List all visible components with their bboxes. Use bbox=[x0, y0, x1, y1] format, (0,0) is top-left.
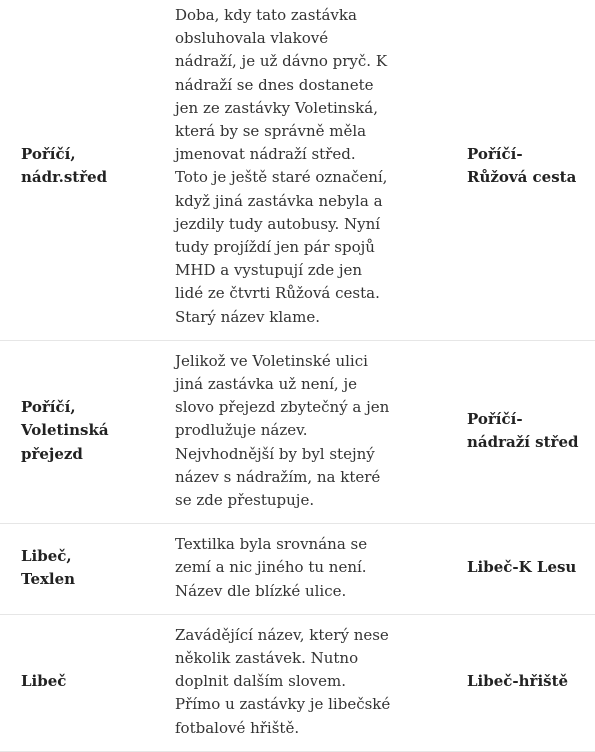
reason-line: Starý název klame. bbox=[175, 307, 320, 326]
new-stop-name-line: Růžová cesta bbox=[467, 168, 577, 187]
reason-line: doplnit dalším slovem. bbox=[175, 672, 346, 691]
old-stop-name-line: Libeč bbox=[21, 672, 67, 691]
new-stop-name bbox=[427, 340, 595, 523]
reason-line: MHD a vystupují zde jen bbox=[175, 261, 363, 280]
reason-line: jmenovat nádraží střed. bbox=[175, 145, 356, 164]
reason-line: zemí a nic jiného tu není. bbox=[175, 558, 367, 577]
new-stop-name bbox=[427, 0, 595, 340]
old-stop-name-line: Texlen bbox=[21, 570, 76, 589]
reason-line: jezdily tudy autobusy. Nyní bbox=[175, 214, 381, 233]
old-stop-name-line: nádr.střed bbox=[21, 168, 108, 187]
reason-line: Textilka byla srovnána se bbox=[175, 535, 368, 554]
new-stop-name-line: Libeč-hřiště bbox=[467, 672, 569, 691]
reason-line: když jiná zastávka nebyla a bbox=[175, 191, 383, 210]
old-stop-name-line: Voletinská bbox=[21, 421, 109, 440]
old-stop-name bbox=[0, 0, 175, 340]
reason-line: lidé ze čtvrti Růžová cesta. bbox=[175, 284, 380, 303]
table-row bbox=[0, 614, 595, 751]
old-stop-name-line: Poříčí, bbox=[21, 398, 76, 417]
reason-line: Přímo u zastávky je libečské bbox=[175, 695, 391, 714]
reason-line: nádraží se dnes dostanete bbox=[175, 75, 374, 94]
table-row bbox=[0, 524, 595, 615]
old-stop-name bbox=[0, 614, 175, 751]
reason-line: tudy projíždí jen pár spojů bbox=[175, 238, 375, 257]
reason-line: Toto je ještě staré označení, bbox=[175, 168, 388, 187]
old-stop-name bbox=[0, 340, 175, 523]
reason-line: nádraží, je už dávno pryč. K bbox=[175, 52, 388, 71]
reason-line: která by se správně měla bbox=[175, 122, 367, 141]
reason-line: Název dle blízké ulice. bbox=[175, 581, 347, 600]
new-stop-name-line: Poříčí- bbox=[467, 145, 523, 164]
reason-line: Jelikož ve Voletinské ulici bbox=[175, 351, 368, 370]
table-row bbox=[0, 0, 595, 340]
rename-reason bbox=[175, 524, 427, 615]
old-stop-name bbox=[0, 524, 175, 615]
new-stop-name-line: nádraží střed bbox=[467, 433, 579, 452]
new-stop-name-line: Poříčí- bbox=[467, 409, 523, 428]
new-stop-name-line: Libeč-K Lesu bbox=[467, 558, 577, 577]
reason-line: obsluhovala vlakové bbox=[175, 29, 329, 48]
reason-line: slovo přejezd zbytečný a jen bbox=[175, 398, 390, 417]
table-row bbox=[0, 340, 595, 523]
rename-reason bbox=[175, 0, 427, 340]
reason-line: několik zastávek. Nutno bbox=[175, 649, 359, 668]
new-stop-name bbox=[427, 614, 595, 751]
rename-reason bbox=[175, 614, 427, 751]
reason-line: Nejvhodnější by byl stejný bbox=[175, 444, 375, 463]
rename-reason bbox=[175, 340, 427, 523]
reason-line: Zavádějící název, který nese bbox=[175, 625, 389, 644]
old-stop-name-line: Libeč, bbox=[21, 546, 72, 565]
reason-line: se zde přestupuje. bbox=[175, 491, 315, 510]
reason-line: Doba, kdy tato zastávka bbox=[175, 6, 357, 24]
reason-line: prodlužuje název. bbox=[175, 421, 308, 440]
reason-line: jiná zastávka už není, je bbox=[175, 375, 357, 394]
reason-line: název s nádražím, na které bbox=[175, 467, 381, 486]
reason-line: jen ze zastávky Voletinská, bbox=[175, 98, 378, 117]
old-stop-name-line: přejezd bbox=[21, 444, 83, 463]
old-stop-name-line: Poříčí, bbox=[21, 145, 76, 164]
new-stop-name bbox=[427, 524, 595, 615]
reason-line: fotbalové hřiště. bbox=[175, 718, 300, 737]
